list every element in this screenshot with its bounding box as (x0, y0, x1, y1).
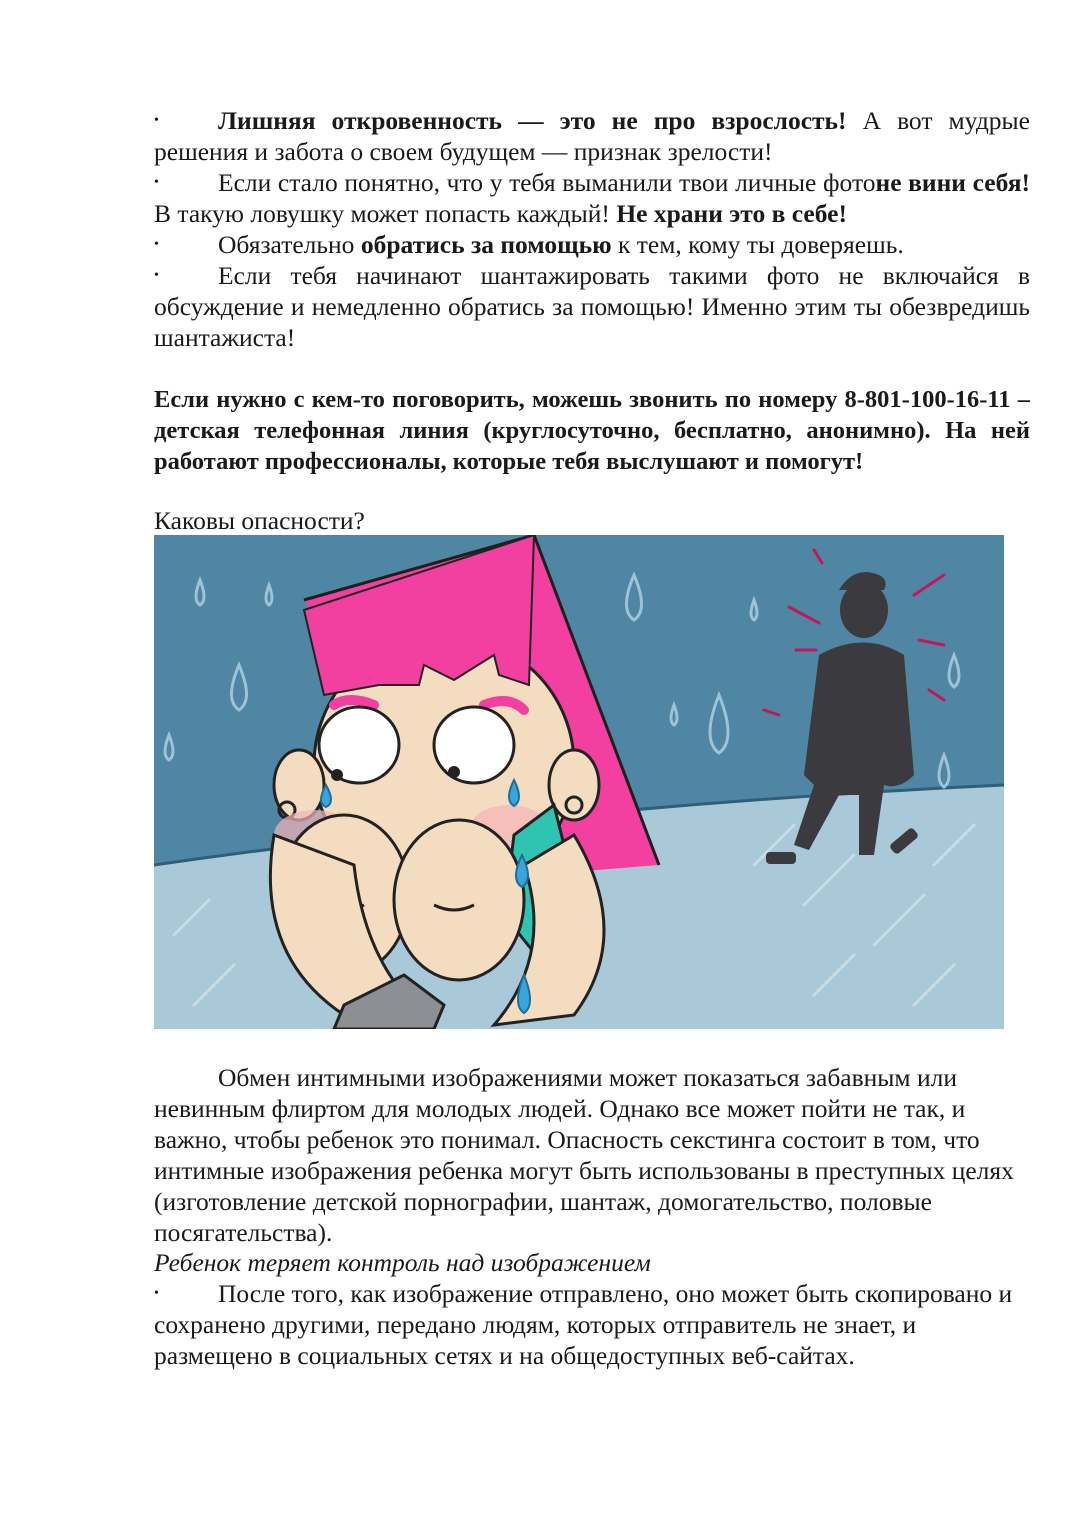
bullet-text: После того, как изображение отправлено, оно может быть скопировано и сохранено другими, передано людям, которых отправитель не знает, и размещено в социальных сетях и на общедоступных веб-сайтах. (154, 1279, 1013, 1370)
bullet-marker: • (154, 175, 159, 190)
bullet-marker: • (154, 1286, 159, 1301)
bullet-text: В такую ловушку может попасть каждый! (154, 199, 617, 228)
crying-girl-illustration (154, 535, 1004, 1029)
bullet-item (154, 105, 1030, 167)
bullet-item (154, 1278, 1034, 1371)
girl-knee-right (394, 820, 524, 980)
bullet-bold-text: Лишняя откровенность — это не про взрослость! (218, 106, 847, 135)
bullet-bold-text: не вини себя! (875, 168, 1030, 197)
bullet-item (154, 167, 1030, 229)
bullet-item (154, 260, 1030, 353)
bullet-item (154, 229, 1030, 260)
italic-subheading: Ребенок теряет контроль над изображением (154, 1248, 651, 1277)
bullet-marker: • (154, 268, 159, 283)
bullet-marker: • (154, 113, 159, 128)
bullet-text: Если тебя начинают шантажировать такими фото не включайся в обсуждение и немедленно обратись за помощью! Именно этим ты обезвредишь шантажиста! (154, 261, 1030, 352)
body-paragraph: Обмен интимными изображениями может показаться забавным или невинным флиртом для молодых людей. Однако все может пойти не так, и важно, чтобы ребенок это понимал. Опасность секстинга состоит в том, что интимные изображения ребенка могут быть использованы в преступных целях (изготовление детской порнографии, шантаж, домогательство, половые посягательства). (154, 1063, 1014, 1247)
bullet-text: к тем, кому ты доверяешь. (611, 230, 904, 259)
bullet-text: Если стало понятно, что у тебя выманили твои личные фото (218, 168, 876, 197)
bullet-text: А вот мудрые решения и забота о своем будущем — признак зрелости! (154, 106, 1030, 166)
bullet-bold-text: обратись за помощью (360, 230, 612, 259)
bullet-marker: • (154, 237, 159, 252)
section-heading: Каковы опасности? (154, 506, 365, 535)
hotline-notice: Если нужно с кем-то поговорить, можешь звонить по номеру 8-801-100-16-11 – детская телефонная линия (круглосуточно, бесплатно, анонимно). На ней работают профессионалы, которые тебя выслушают и помогут! (154, 386, 1030, 475)
bullet-bold-text: Не храни это в себе! (616, 199, 847, 228)
bullet-text: Обязательно (218, 230, 361, 259)
